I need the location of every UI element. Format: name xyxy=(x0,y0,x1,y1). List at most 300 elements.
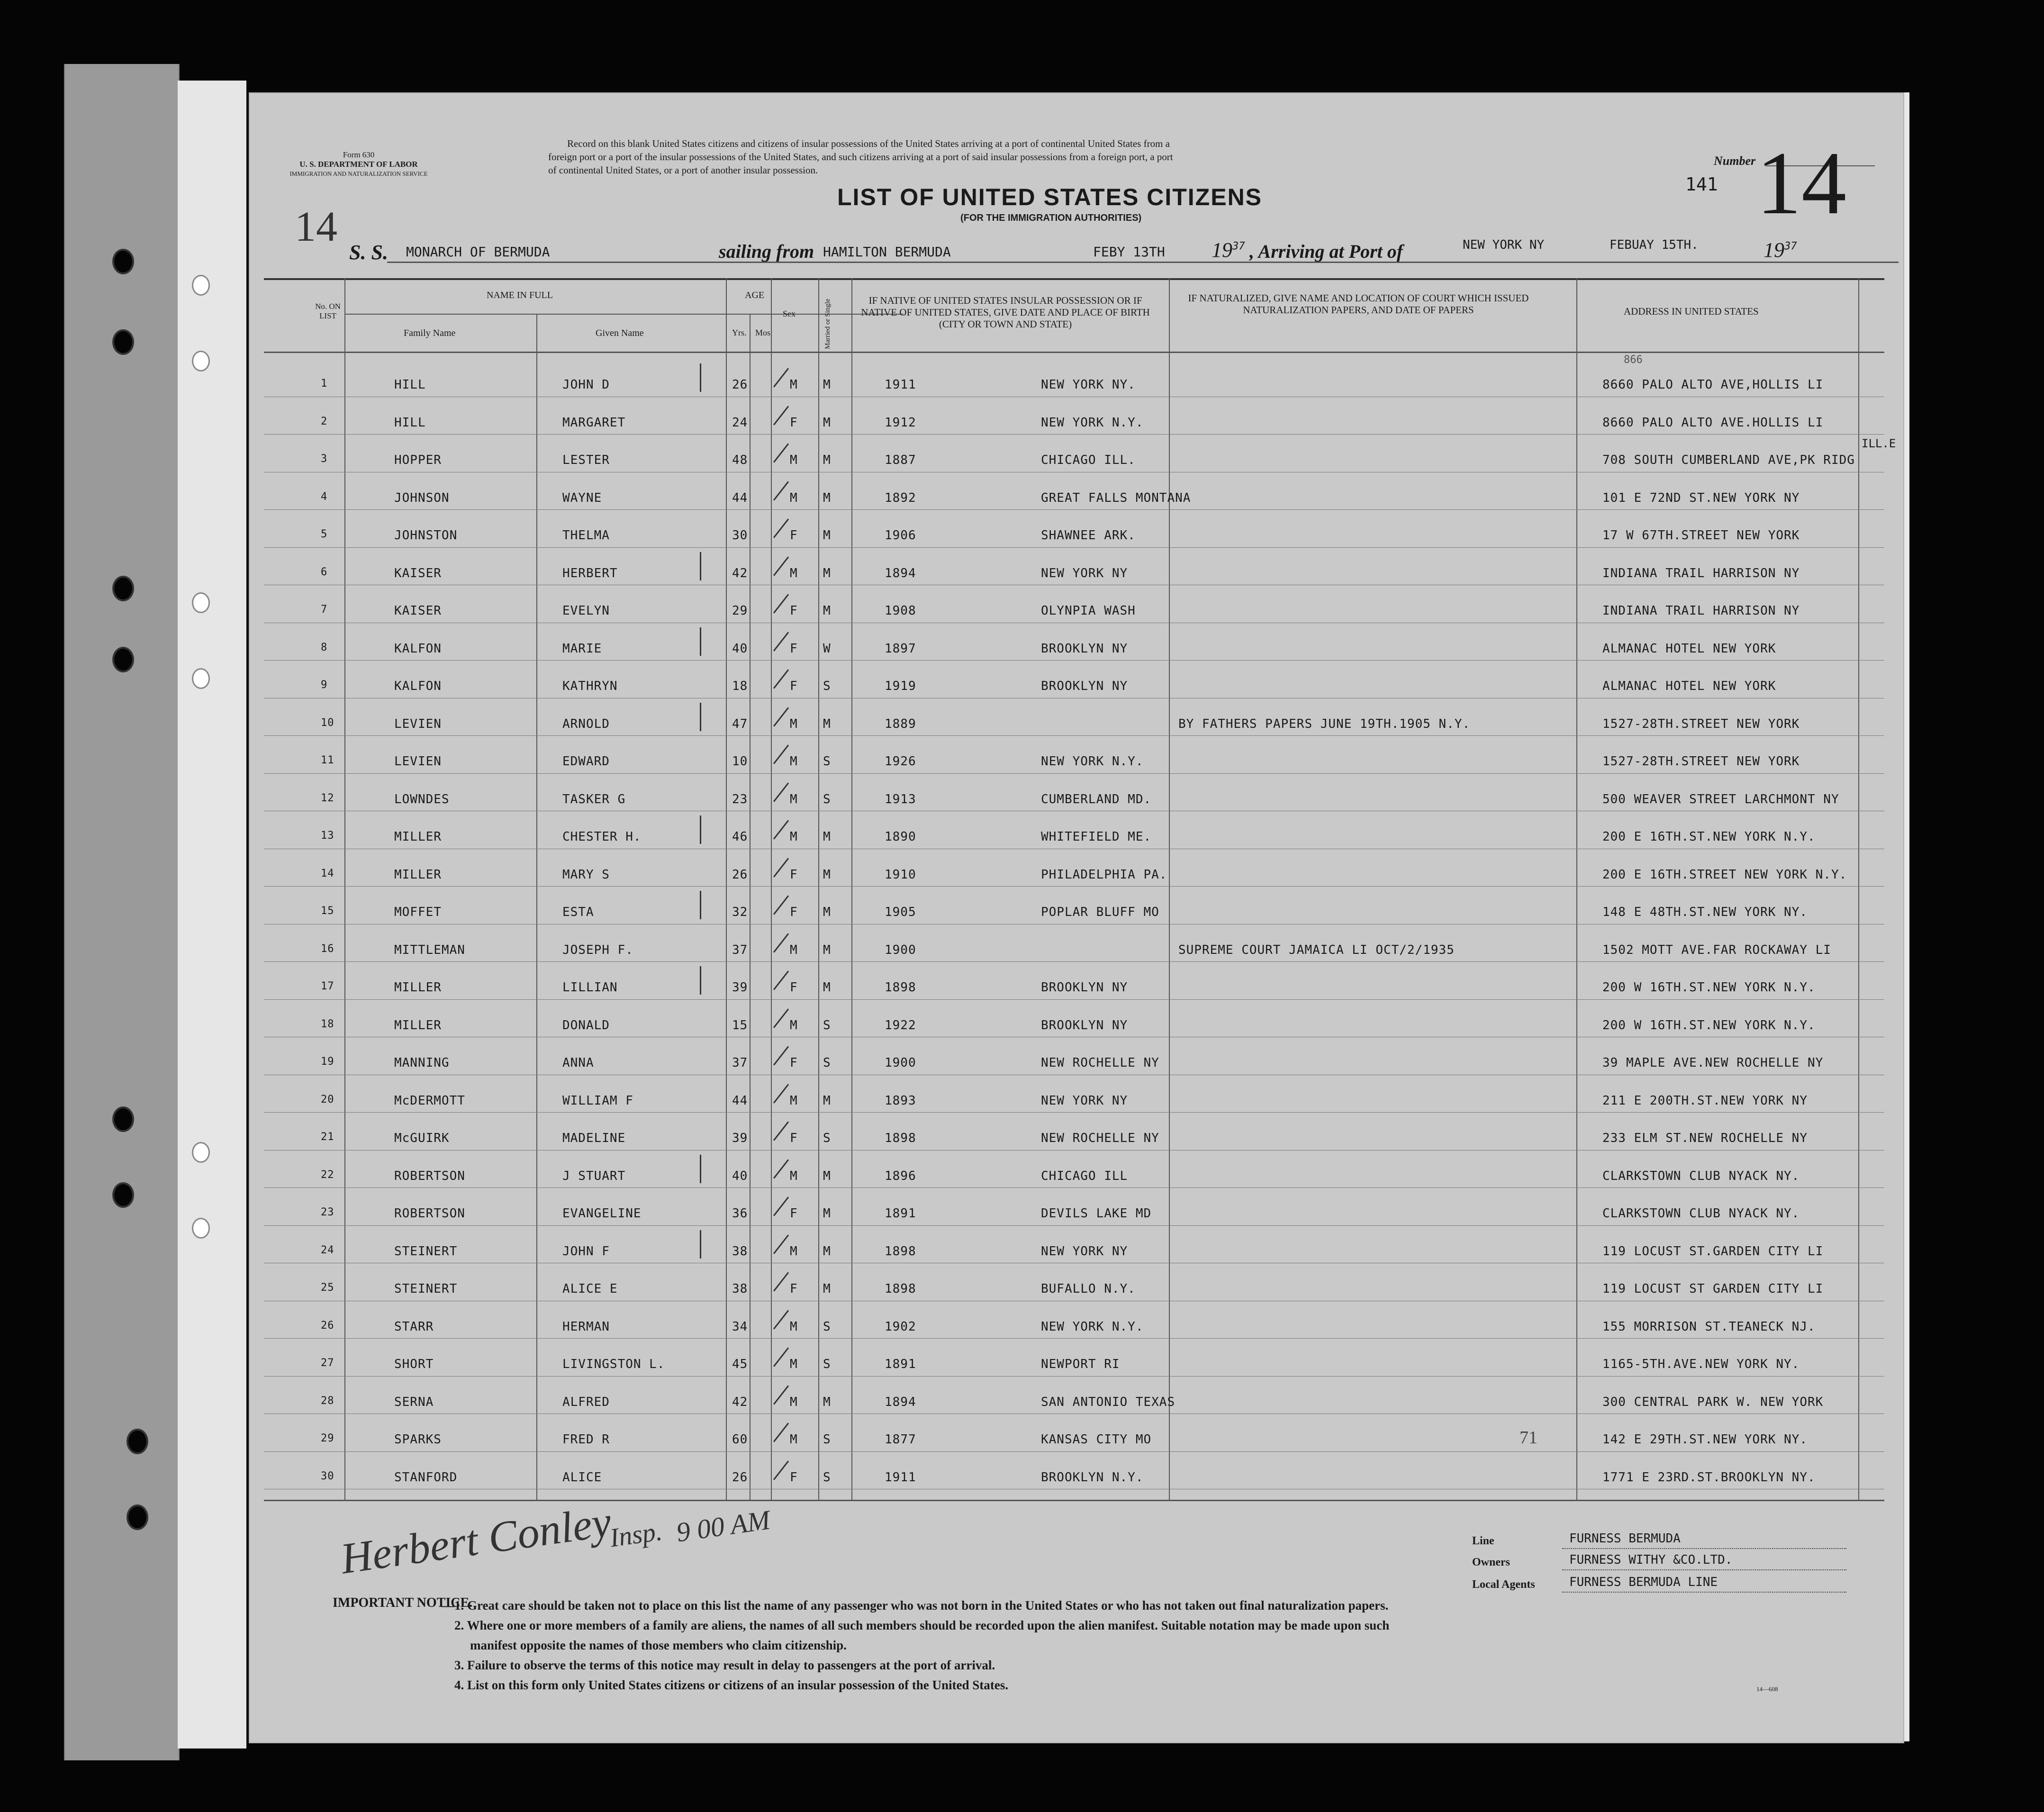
arrival-year: $19^{37}$ xyxy=(1764,238,1797,262)
row-rule xyxy=(264,434,1884,435)
cell-family: McDERMOTT xyxy=(394,1093,465,1108)
pencil-mark xyxy=(700,891,701,919)
cell-nat: SUPREME COURT JAMAICA LI OCT/2/1935 xyxy=(1178,942,1455,957)
cell-place: NEW ROCHELLE NY xyxy=(1041,1056,1159,1070)
leaf-hole xyxy=(192,275,210,296)
cell-no: 6 xyxy=(321,566,328,578)
cell-place: GREAT FALLS MONTANA xyxy=(1041,490,1191,505)
cell-addr: 200 W 16TH.ST.NEW YORK N.Y. xyxy=(1602,980,1816,995)
cell-family: HILL xyxy=(394,415,426,430)
line-value: FURNESS BERMUDA xyxy=(1569,1531,1681,1546)
pencil-mark xyxy=(700,1155,701,1183)
cell-family: MANNING xyxy=(394,1056,450,1070)
cell-sex: F xyxy=(790,1206,798,1221)
cell-place: CHICAGO ILL xyxy=(1041,1169,1128,1183)
owners-label: Owners xyxy=(1472,1556,1510,1568)
cell-addr: 1527-28TH.STREET NEW YORK xyxy=(1602,754,1800,769)
cell-place: KANSAS CITY MO xyxy=(1041,1432,1152,1447)
corner-handwritten-number: 14 xyxy=(295,203,337,250)
punch-hole xyxy=(127,1429,148,1454)
cell-ms: M xyxy=(823,415,831,430)
cell-no: 15 xyxy=(321,905,335,917)
cell-place: NEW YORK NY xyxy=(1041,566,1128,580)
cell-given: CHESTER H. xyxy=(562,830,642,844)
cell-no: 30 xyxy=(321,1470,335,1482)
ss-label: S. S. xyxy=(349,241,388,264)
cell-ms: M xyxy=(823,942,831,957)
cell-age: 38 xyxy=(732,1282,748,1296)
cell-age: 48 xyxy=(732,453,748,467)
check-tick xyxy=(773,1422,789,1442)
cell-year: 1898 xyxy=(885,980,916,995)
ship-name: MONARCH OF BERMUDA xyxy=(406,244,550,260)
cell-year: 1894 xyxy=(885,1395,916,1409)
cell-year: 1891 xyxy=(885,1357,916,1371)
cell-year: 1911 xyxy=(885,378,916,392)
cell-place: CHICAGO ILL. xyxy=(1041,453,1136,467)
check-tick xyxy=(773,1234,789,1254)
cell-no: 22 xyxy=(321,1169,335,1181)
cell-no: 19 xyxy=(321,1056,335,1068)
depart-year: $19^{37}$ xyxy=(1212,238,1245,262)
cell-given: WAYNE xyxy=(562,490,602,505)
check-tick xyxy=(773,933,789,952)
cell-age: 36 xyxy=(732,1206,748,1221)
cell-place: WHITEFIELD ME. xyxy=(1041,830,1152,844)
cell-given: JOHN D xyxy=(562,378,610,392)
pencil-mark xyxy=(700,552,701,580)
cell-given: WILLIAM F xyxy=(562,1093,633,1108)
cell-year: 1891 xyxy=(885,1206,916,1221)
cell-no: 25 xyxy=(321,1282,335,1294)
row-rule xyxy=(264,1338,1884,1339)
cell-year: 1908 xyxy=(885,604,916,618)
cell-addr: 200 E 16TH.ST.NEW YORK N.Y. xyxy=(1602,830,1816,844)
cell-age: 39 xyxy=(732,1131,748,1145)
cell-ms: M xyxy=(823,604,831,618)
cell-addr: 8660 PALO ALTO AVE,HOLLIS LI xyxy=(1602,378,1824,392)
cell-ms: S xyxy=(823,1432,831,1447)
cell-nat: BY FATHERS PAPERS JUNE 19TH.1905 N.Y. xyxy=(1178,716,1471,731)
check-tick xyxy=(773,858,789,877)
leaf-hole xyxy=(192,1142,210,1163)
cell-age: 18 xyxy=(732,679,748,693)
inspector-signature: Herbert Conley xyxy=(337,1497,615,1583)
row-rule xyxy=(264,660,1884,661)
cell-ms: M xyxy=(823,980,831,995)
cell-place: BROOKLYN NY xyxy=(1041,980,1128,995)
cell-age: 44 xyxy=(732,1093,748,1108)
cell-sex: F xyxy=(790,980,798,995)
cell-family: SERNA xyxy=(394,1395,434,1409)
cell-age: 45 xyxy=(732,1357,748,1371)
instructions xyxy=(548,137,1173,177)
pencil-mark xyxy=(700,966,701,995)
row-rule xyxy=(264,1225,1884,1226)
cell-year: 1900 xyxy=(885,942,916,957)
header-given-name: Given Name xyxy=(596,328,644,338)
cell-sex: M xyxy=(790,1018,798,1033)
check-tick xyxy=(773,1310,789,1329)
cell-family: MILLER xyxy=(394,1018,442,1033)
cell-no: 10 xyxy=(321,716,335,729)
check-tick xyxy=(773,895,789,915)
check-tick xyxy=(773,443,789,462)
cell-addr: 1527-28TH.STREET NEW YORK xyxy=(1602,716,1800,731)
cell-sex: M xyxy=(790,716,798,731)
cell-year: 1926 xyxy=(885,754,916,769)
cell-year: 1898 xyxy=(885,1244,916,1259)
header-family-name: Family Name xyxy=(404,328,456,338)
cell-addr: CLARKSTOWN CLUB NYACK NY. xyxy=(1602,1169,1800,1183)
cell-given: ARNOLD xyxy=(562,716,610,731)
cell-place: NEW YORK N.Y. xyxy=(1041,415,1144,430)
cell-no: 12 xyxy=(321,792,335,804)
cell-age: 10 xyxy=(732,754,748,769)
cell-family: KALFON xyxy=(394,679,442,693)
header-married-single: Married or Single xyxy=(824,299,832,349)
manifest-page xyxy=(249,92,1904,1743)
cell-addr: INDIANA TRAIL HARRISON NY xyxy=(1602,604,1800,618)
cell-sex: M xyxy=(790,830,798,844)
header-sex: Sex xyxy=(783,309,796,318)
cell-age: 15 xyxy=(732,1018,748,1033)
cell-ms: M xyxy=(823,1206,831,1221)
punch-hole xyxy=(112,1182,134,1208)
cell-sex: M xyxy=(790,566,798,580)
cell-sex: F xyxy=(790,604,798,618)
cell-place: DEVILS LAKE MD xyxy=(1041,1206,1152,1221)
pencil-mark xyxy=(700,627,701,656)
cell-no: 1 xyxy=(321,378,328,390)
cell-age: 32 xyxy=(732,905,748,919)
depart-date: FEBY 13TH xyxy=(1093,244,1165,260)
cell-family: KAISER xyxy=(394,604,442,618)
cell-sex: F xyxy=(790,1282,798,1296)
cell-age: 26 xyxy=(732,867,748,882)
cell-no: 11 xyxy=(321,754,335,766)
instruction-line: of continental United States, or a port of another insular possession. xyxy=(548,164,818,176)
notice-item: 2. Where one or more members of a family are aliens, the names of all such members should be recorded upon the alien manifest. Suitable notation may be made upon such xyxy=(454,1618,1390,1632)
cell-no: 7 xyxy=(321,604,328,616)
cell-place: NEWPORT RI xyxy=(1041,1357,1120,1371)
check-tick xyxy=(773,744,789,764)
owners-value: FURNESS WITHY &CO.LTD. xyxy=(1569,1553,1733,1567)
cell-addr: 142 E 29TH.ST.NEW YORK NY. xyxy=(1602,1432,1808,1447)
binder-strip xyxy=(64,64,180,1760)
cell-age: 39 xyxy=(732,980,748,995)
cell-addr: 233 ELM ST.NEW ROCHELLE NY xyxy=(1602,1131,1808,1145)
pencil-mark xyxy=(700,1230,701,1259)
cell-addr: 148 E 48TH.ST.NEW YORK NY. xyxy=(1602,905,1808,919)
cell-ms: M xyxy=(823,1282,831,1296)
cell-given: MADELINE xyxy=(562,1131,626,1145)
form-code: 14—608 xyxy=(1756,1685,1778,1693)
cell-addr: 300 CENTRAL PARK W. NEW YORK xyxy=(1602,1395,1824,1409)
cell-addr: 155 MORRISON ST.TEANECK NJ. xyxy=(1602,1319,1816,1334)
cell-no: 27 xyxy=(321,1357,335,1369)
address-overflow: ILL.E xyxy=(1862,437,1896,450)
cell-place: CUMBERLAND MD. xyxy=(1041,792,1152,806)
pencil-mark xyxy=(700,363,701,392)
number-typed: 141 xyxy=(1685,174,1718,195)
cell-year: 1919 xyxy=(885,679,916,693)
cell-ms: S xyxy=(823,1131,831,1145)
cell-given: ANNA xyxy=(562,1056,594,1070)
cell-sex: M xyxy=(790,1395,798,1409)
row-rule xyxy=(264,1187,1884,1188)
cell-given: HERMAN xyxy=(562,1319,610,1334)
row-rule xyxy=(264,886,1884,887)
header-age: AGE xyxy=(745,290,765,300)
cell-ms: M xyxy=(823,378,831,392)
cell-family: JOHNSTON xyxy=(394,528,458,543)
cell-no: 24 xyxy=(321,1244,335,1256)
cell-addr: 708 SOUTH CUMBERLAND AVE,PK RIDG xyxy=(1602,453,1855,467)
check-tick xyxy=(773,1084,789,1103)
line-label: Line xyxy=(1472,1535,1494,1547)
cell-family: LEVIEN xyxy=(394,716,442,731)
cell-family: MILLER xyxy=(394,867,442,882)
cell-addr: 200 W 16TH.ST.NEW YORK N.Y. xyxy=(1602,1018,1816,1033)
cell-ms: M xyxy=(823,528,831,543)
cell-family: ROBERTSON xyxy=(394,1206,465,1221)
cell-given: LIVINGSTON L. xyxy=(562,1357,665,1371)
header-name-in-full: NAME IN FULL xyxy=(487,290,553,300)
cell-age: 26 xyxy=(732,1470,748,1485)
cell-place: BROOKLYN NY xyxy=(1041,1018,1128,1033)
cell-year: 1897 xyxy=(885,641,916,656)
punch-hole xyxy=(112,249,134,274)
cell-year: 1898 xyxy=(885,1282,916,1296)
cell-addr: 500 WEAVER STREET LARCHMONT NY xyxy=(1602,792,1839,806)
cell-family: STEINERT xyxy=(394,1282,458,1296)
cell-given: JOHN F xyxy=(562,1244,610,1259)
check-tick xyxy=(773,556,789,576)
cell-given: LILLIAN xyxy=(562,980,618,995)
cell-family: JOHNSON xyxy=(394,490,450,505)
cell-family: KALFON xyxy=(394,641,442,656)
cell-addr: 17 W 67TH.STREET NEW YORK xyxy=(1602,528,1800,543)
cell-year: 1877 xyxy=(885,1432,916,1447)
check-tick xyxy=(773,1196,789,1216)
notice-item: 3. Failure to observe the terms of this notice may result in delay to passengers at the port of arrival. xyxy=(454,1658,995,1672)
page-subtitle: (FOR THE IMMIGRATION AUTHORITIES) xyxy=(960,213,1142,223)
check-tick xyxy=(773,481,789,500)
cell-sex: F xyxy=(790,415,798,430)
cell-sex: F xyxy=(790,641,798,656)
cell-age: 42 xyxy=(732,566,748,580)
inspector-title: Insp. xyxy=(608,1516,664,1553)
service: IMMIGRATION AND NATURALIZATION SERVICE xyxy=(289,170,428,177)
cell-sex: F xyxy=(790,867,798,882)
cell-place: NEW YORK N.Y. xyxy=(1041,754,1144,769)
cell-age: 26 xyxy=(732,378,748,392)
row-rule xyxy=(264,547,1884,548)
check-tick xyxy=(773,1121,789,1141)
header-mos: Mos. xyxy=(755,328,773,337)
cell-given: MARIE xyxy=(562,641,602,656)
punch-hole xyxy=(127,1504,148,1530)
cell-sex: M xyxy=(790,1093,798,1108)
notice-item: manifest opposite the names of those members who claim citizenship. xyxy=(470,1638,847,1652)
cell-addr: 119 LOCUST ST GARDEN CITY LI xyxy=(1602,1282,1824,1296)
cell-no: 26 xyxy=(321,1319,335,1332)
pencil-mark xyxy=(700,815,701,844)
cell-age: 24 xyxy=(732,415,748,430)
cell-addr: 1165-5TH.AVE.NEW YORK NY. xyxy=(1602,1357,1800,1371)
cell-year: 1905 xyxy=(885,905,916,919)
check-tick xyxy=(773,1272,789,1291)
cell-no: 29 xyxy=(321,1432,335,1444)
cell-place: BROOKLYN NY xyxy=(1041,679,1128,693)
cell-ms: M xyxy=(823,1093,831,1108)
row-rule xyxy=(264,773,1884,774)
cell-year: 1913 xyxy=(885,792,916,806)
cell-given: EVELYN xyxy=(562,604,610,618)
agents-value: FURNESS BERMUDA LINE xyxy=(1569,1575,1718,1589)
cell-place: BROOKLYN N.Y. xyxy=(1041,1470,1144,1485)
cell-no: 5 xyxy=(321,528,328,540)
cell-family: HILL xyxy=(394,378,426,392)
cell-age: 23 xyxy=(732,792,748,806)
cell-given: THELMA xyxy=(562,528,610,543)
form-number: Form 630 xyxy=(343,150,375,159)
address-top-note: 866 xyxy=(1624,354,1643,366)
cell-ms: W xyxy=(823,641,831,656)
cell-addr: 211 E 200TH.ST.NEW YORK NY xyxy=(1602,1093,1808,1108)
sailing-label: sailing from xyxy=(719,241,814,262)
cell-ms: S xyxy=(823,754,831,769)
cell-addr: 101 E 72ND ST.NEW YORK NY xyxy=(1602,490,1800,505)
cell-sex: F xyxy=(790,905,798,919)
cell-place: POPLAR BLUFF MO xyxy=(1041,905,1159,919)
cell-addr: CLARKSTOWN CLUB NYACK NY. xyxy=(1602,1206,1800,1221)
check-tick xyxy=(773,669,789,689)
cell-ms: S xyxy=(823,1357,831,1371)
cell-sex: F xyxy=(790,1131,798,1145)
cell-ms: M xyxy=(823,490,831,505)
cell-sex: M xyxy=(790,754,798,769)
cell-year: 1900 xyxy=(885,1056,916,1070)
cell-family: SHORT xyxy=(394,1357,434,1371)
cell-ms: S xyxy=(823,1018,831,1033)
cell-given: MARGARET xyxy=(562,415,626,430)
department: U. S. DEPARTMENT OF LABOR xyxy=(299,160,418,169)
cell-given: J STUART xyxy=(562,1169,626,1183)
cell-ms: S xyxy=(823,1470,831,1485)
cell-family: STARR xyxy=(394,1319,434,1334)
cell-ms: M xyxy=(823,830,831,844)
cell-given: ALFRED xyxy=(562,1395,610,1409)
cell-no: 14 xyxy=(321,867,335,879)
from-port: HAMILTON BERMUDA xyxy=(823,244,951,260)
cell-given: KATHRYN xyxy=(562,679,618,693)
cell-ms: M xyxy=(823,1395,831,1409)
cell-no: 18 xyxy=(321,1018,335,1030)
cell-given: MARY S xyxy=(562,867,610,882)
cell-family: STANFORD xyxy=(394,1470,458,1485)
cell-given: TASKER G xyxy=(562,792,626,806)
notice-item: 4. List on this form only United States citizens or citizens of an insular possession of the United States. xyxy=(454,1678,1009,1692)
cell-no: 4 xyxy=(321,490,328,503)
agents-label: Local Agents xyxy=(1472,1578,1535,1591)
cell-family: LOWNDES xyxy=(394,792,450,806)
cell-no: 21 xyxy=(321,1131,335,1143)
cell-year: 1922 xyxy=(885,1018,916,1033)
cell-year: 1902 xyxy=(885,1319,916,1334)
cell-year: 1887 xyxy=(885,453,916,467)
cell-sex: M xyxy=(790,1319,798,1334)
cell-place: NEW YORK NY xyxy=(1041,1244,1128,1259)
cell-addr: ALMANAC HOTEL NEW YORK xyxy=(1602,679,1776,693)
cell-family: SPARKS xyxy=(394,1432,442,1447)
row-rule xyxy=(264,1413,1884,1414)
cell-addr: 200 E 16TH.STREET NEW YORK N.Y. xyxy=(1602,867,1847,882)
number-handwritten: 14 xyxy=(1756,134,1846,233)
cell-place: SHAWNEE ARK. xyxy=(1041,528,1136,543)
notice-item: —1. Great care should be taken not to place on this list the name of any passenger who was not born in the United States or who has not taken out final naturalization papers. xyxy=(442,1598,1389,1613)
cell-ms: M xyxy=(823,905,831,919)
cell-ms: S xyxy=(823,1319,831,1334)
cell-given: HERBERT xyxy=(562,566,618,580)
notice-title: IMPORTANT NOTICE. xyxy=(333,1595,473,1610)
leaf-hole xyxy=(192,592,210,613)
row-rule xyxy=(264,999,1884,1000)
cell-addr: 119 LOCUST ST.GARDEN CITY LI xyxy=(1602,1244,1824,1259)
cell-age: 37 xyxy=(732,1056,748,1070)
cell-ms: S xyxy=(823,792,831,806)
cell-no: 23 xyxy=(321,1206,335,1218)
cell-no: 28 xyxy=(321,1395,335,1407)
check-tick xyxy=(773,594,789,613)
row-rule xyxy=(264,1112,1884,1113)
cell-age: 29 xyxy=(732,604,748,618)
cell-year: 1911 xyxy=(885,1470,916,1485)
cell-addr: 8660 PALO ALTO AVE.HOLLIS LI xyxy=(1602,415,1824,430)
cell-addr: ALMANAC HOTEL NEW YORK xyxy=(1602,641,1776,656)
inspection-time: 9 00 AM xyxy=(674,1504,772,1548)
header-address: ADDRESS IN UNITED STATES xyxy=(1624,306,1759,317)
check-tick xyxy=(773,406,789,425)
pencil-mark xyxy=(700,703,701,731)
cell-given: ESTA xyxy=(562,905,594,919)
arrival-port: NEW YORK NY xyxy=(1463,238,1545,252)
cell-given: JOSEPH F. xyxy=(562,942,633,957)
row-rule xyxy=(264,1150,1884,1151)
leaf-hole xyxy=(192,668,210,689)
check-tick xyxy=(773,707,789,726)
instruction-line: Record on this blank United States citizens and citizens of insular possessions of the United States arriving at a port of continental United States from a xyxy=(567,138,1170,149)
cell-year: 1912 xyxy=(885,415,916,430)
cell-age: 60 xyxy=(732,1432,748,1447)
cell-sex: F xyxy=(790,1056,798,1070)
cell-ms: M xyxy=(823,566,831,580)
check-tick xyxy=(773,1347,789,1367)
leaf-hole xyxy=(192,351,210,371)
punch-hole xyxy=(112,329,134,355)
cell-no: 2 xyxy=(321,415,328,427)
arrival-date: FEBUAY 15TH. xyxy=(1610,238,1699,252)
cell-family: MITTLEMAN xyxy=(394,942,465,957)
number-label: Number xyxy=(1714,154,1756,168)
cell-age: 46 xyxy=(732,830,748,844)
cell-place: SAN ANTONIO TEXAS xyxy=(1041,1395,1176,1409)
cell-place: BROOKLYN NY xyxy=(1041,641,1128,656)
cell-sex: M xyxy=(790,490,798,505)
cell-year: 1890 xyxy=(885,830,916,844)
cell-sex: M xyxy=(790,1432,798,1447)
